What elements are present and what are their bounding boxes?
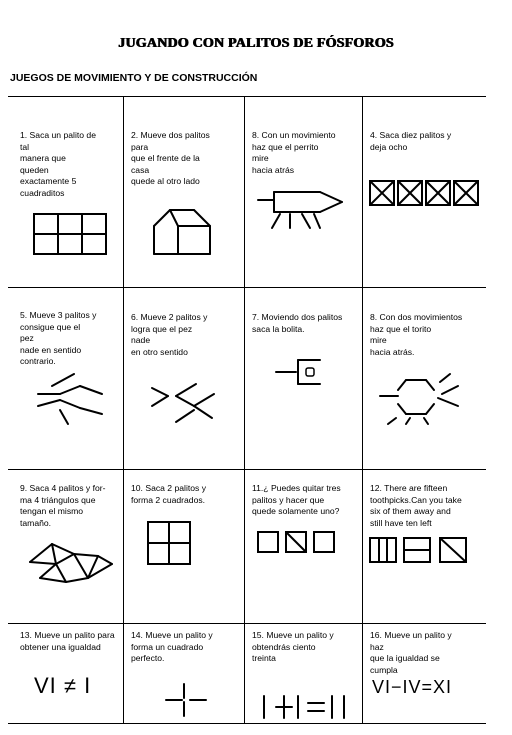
puzzle-11-text: 11.¿ Puedes quitar tres palitos y hacer que quede solamente uno? xyxy=(252,483,341,516)
puzzle-4-figure xyxy=(366,177,484,209)
puzzle-14-figure xyxy=(160,680,212,720)
puzzle-7-text: 7. Moviendo dos palitos saca la bolita. xyxy=(252,312,343,334)
puzzle-15-text: 15. Mueve un palito y obtendrás ciento treinta xyxy=(252,630,334,663)
puzzle-9-figure xyxy=(26,538,118,590)
puzzle-6-text: 6. Mueve 2 palitos y logra que el pez nade en otro sentido xyxy=(131,312,208,357)
puzzle-8-figure xyxy=(376,372,466,426)
puzzle-2-figure xyxy=(148,204,218,260)
puzzle-16-text: 16. Mueve un palito y haz que la igualdad se cumpla xyxy=(370,630,452,675)
puzzle-2-text: 2. Mueve dos palitos para que el frente de la casa quede al otro lado xyxy=(131,130,210,186)
puzzle-10-figure xyxy=(144,518,196,570)
puzzle-5-text: 5. Mueve 3 palitos y consigue que el pez nade en sentido contrario. xyxy=(20,310,97,366)
grid-line xyxy=(244,96,245,724)
puzzle-13-equation: VI ≠ I xyxy=(34,673,92,698)
grid-line xyxy=(8,96,486,97)
puzzle-3-text: 8. Con un movimiento haz que el perrito mire hacia atrás xyxy=(252,130,336,175)
puzzle-12-figure xyxy=(366,534,472,566)
puzzle-12-text: 12. There are fifteen toothpicks.Can you take six of them away and still have ten left xyxy=(370,483,462,528)
puzzle-7-figure xyxy=(272,356,328,390)
grid-line xyxy=(8,723,486,724)
puzzle-1-figure xyxy=(30,210,112,260)
puzzle-11-figure xyxy=(254,528,344,556)
page-title: JUGANDO CON PALITOS DE FÓSFOROS xyxy=(118,36,394,51)
puzzle-16-equation: VI−IV=XI xyxy=(372,677,453,697)
puzzle-5-figure xyxy=(30,366,110,428)
puzzle-14-text: 14. Mueve un palito y forma un cuadrado perfecto. xyxy=(131,630,213,663)
grid-line xyxy=(8,287,486,288)
grid-line xyxy=(8,623,486,624)
puzzle-13-text: 13. Mueve un palito para obtener una igualdad xyxy=(20,630,115,652)
grid-line xyxy=(8,469,486,470)
grid-line xyxy=(362,96,363,724)
grid-line xyxy=(123,96,124,724)
puzzle-3-figure xyxy=(254,188,350,240)
puzzle-15-figure xyxy=(258,692,352,722)
section-subtitle: JUEGOS DE MOVIMIENTO Y DE CONSTRUCCIÓN xyxy=(10,72,258,84)
puzzle-6-figure xyxy=(146,378,222,428)
puzzle-8-text: 8. Con dos movimientos haz que el torito mire hacia atrás. xyxy=(370,312,463,357)
puzzle-1-text: 1. Saca un palito de tal manera que queden exactamente 5 cuadraditos xyxy=(20,130,96,198)
puzzle-10-text: 10. Saca 2 palitos y forma 2 cuadrados. xyxy=(131,483,207,505)
puzzle-9-text: 9. Saca 4 palitos y for- ma 4 triángulos que tengan el mismo tamaño. xyxy=(20,483,106,528)
puzzle-4-text: 4. Saca diez palitos y deja ocho xyxy=(370,130,452,152)
